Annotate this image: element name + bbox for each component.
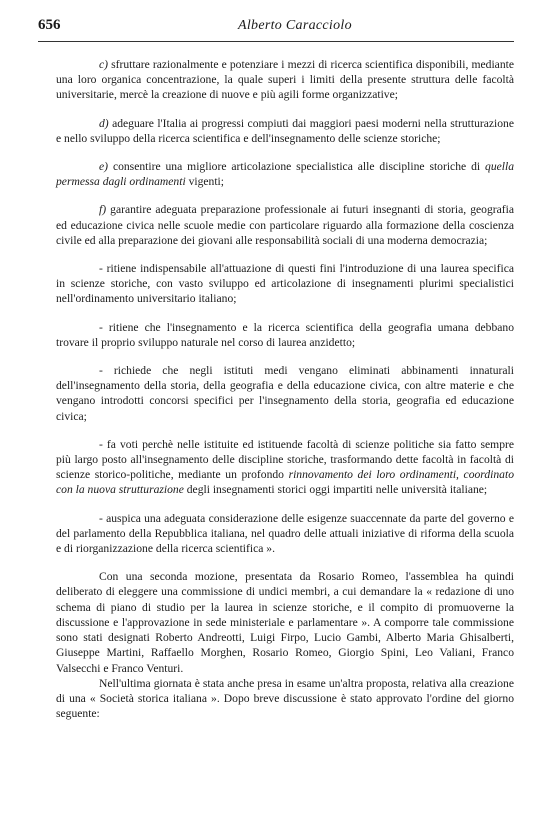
paragraph-auspica: - auspica una adeguata considerazione delle esigenze suaccennate da parte del governo e del parlamento della Repubblica italiana, nel quadro delle attuali iniziative di riforma della scuola e di riorganizzazione della ricerca scientifica ». <box>56 511 514 556</box>
paragraph-ritiene-laurea: - ritiene indispensabile all'attuazione di questi fini l'introduzione di una laurea specifica in scienze storiche, con vasto sviluppo ed articolazione di insegnamenti plurimi specialistici nell'ordinamento universitario italiano; <box>56 262 514 306</box>
page-number: 656 <box>38 17 61 33</box>
paragraph-seconda-mozione: Con una seconda mozione, presentata da Rosario Romeo, l'assemblea ha quindi deliberato di eleggere una commissione di undici membri, a cui demandare la « redazione di uno schema di piano di studio per la laurea in scienze storiche, e il compito di promuoverne la discussione e l'approvazione in sede ministeriale e parlamentare ». A comporre tale commissione sono stati designati Roberto Andreotti, Luigi Firpo, Lucio Gambi, Alberto Maria Ghisalberti, Giuseppe Martini, Raffaello Morghen, Rosario Romeo, Giorgio Spini, Leo Valiani, Franco Valsecchi e Franco Venturi. <box>56 570 514 675</box>
paragraph-e: e) consentire una migliore articolazione specialistica alle discipline storiche di quella permessa dagli ordinamenti vigenti; <box>56 160 514 189</box>
page-header <box>38 17 508 41</box>
paragraph-ultima-giornata: Nell'ultima giornata è stata anche presa in esame un'altra proposta, relativa alla creazione di una « Società storica italiana ». Dopo breve discussione è stato approvato l'ordine del giorno seguente: <box>56 676 514 721</box>
paragraph-fa-voti: - fa voti perchè nelle istituite ed istituende facoltà di scienze politiche sia fatto sempre più largo posto all'insegnamento delle discipline storiche, trasformando dette facoltà in facoltà di scienze storico-politiche, mediante un profondo rinnovamento dei loro ordinamenti, coordinato con la nuova strutturazione degli insegnamenti storici oggi impartiti nelle università italiane; <box>56 437 514 497</box>
paragraph-ritiene-geografia: - ritiene che l'insegnamento e la ricerca scientifica della geografia umana debbano trovare il proprio sviluppo naturale nel corso di laurea anzidetto; <box>56 320 514 349</box>
paragraph-c: c) sfruttare razionalmente e potenziare i mezzi di ricerca scientifica disponibili, mediante una loro organica concentrazione, la quale superi i limiti della presente struttura delle facoltà universitarie, mercè la creazione di nuove e più agili forme organizzative; <box>56 58 514 102</box>
paragraph-d: d) adeguare l'Italia ai progressi compiuti dai maggiori paesi moderni nella strutturazione e nello sviluppo della ricerca scientifica e dell'insegnamento delle scienze storiche; <box>56 116 514 145</box>
header-rule <box>38 41 514 42</box>
body-text <box>56 57 514 721</box>
running-title: Alberto Caracciolo <box>238 18 352 33</box>
paragraph-f: f) garantire adeguata preparazione professionale ai futuri insegnanti di storia, geografia ed educazione civica nelle scuole medie con particolare riguardo alla formazione della coscienza civile ed alla preparazione dei giovani alle responsabilità sociali di una moderna democrazia; <box>56 203 514 247</box>
paragraph-richiede: - richiede che negli istituti medi vengano eliminati abbinamenti innaturali dell'insegnamento della storia, della geografia e della educazione civica, con altre materie e che vengano introdotti concorsi specifici per l'insegnamento della storia, geografia ed educazione civica; <box>56 364 514 423</box>
